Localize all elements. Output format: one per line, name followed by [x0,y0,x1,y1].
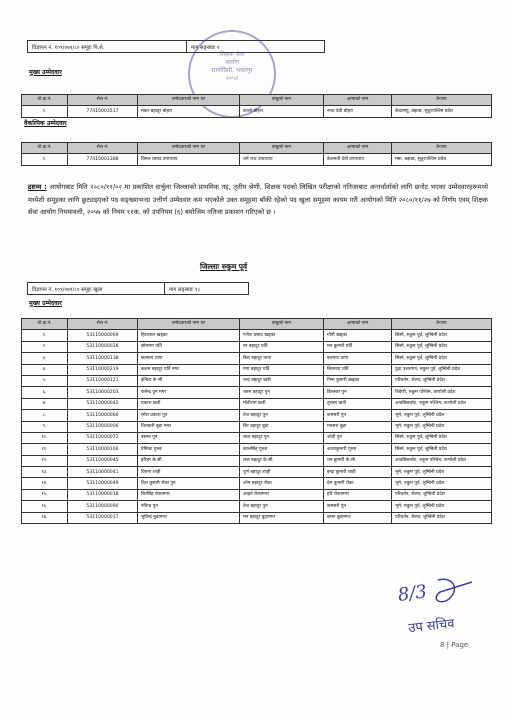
roll-cell: 53110000121 [68,375,138,386]
serial-cell: १०. [22,432,68,443]
candidate-name-cell: सतमान थापा [138,353,240,364]
candidate-name-cell: विमल प्रसाद उपाध्याय [138,154,240,165]
address-cell: सिस्ने, रुकुम पूर्व, लुम्बिनी प्रदेश [392,341,492,352]
col-header: उम्मेदवारको नाम थर [138,143,240,154]
address-cell: त्रिवेणी, रुकुम पश्चिम, कर्णाली प्रदेश [392,387,492,398]
address-cell: परिवर्तन, रोल्पा, लुम्बिनी प्रदेश [392,375,492,386]
note-text: आयोगबाट मिति २०८०/११/०२ मा प्रकाशित दार्चुला जिल्लाको प्राथमिक तह, तृतीय श्रेणी, शिक्षक पदको लिखित परीक्षाको नतिजाबाट अन्तर्वार्ताको लागि छनोट भएका उम्मेदवारहरूमध्ये मध्येशी समूहका लागि छुट्याइएको पद सङ्ख्याभन्दा उत्तीर्ण उम्मेदवार कम भएकोले उक्त समूहमा बाँकी रहेको पद खुला समूहमा कायम गरी आयोगको मिति २०८०/११/२७ को निर्णय एवम् शिक्षक सेवा आयोग नियमावली, २०५७ को नियम ११क. को उपनियम (६) बमोजिम नतिजा प्रकाशन गरिएको छ । [28,183,488,217]
father-name-cell: पूर्ण बहादुर शाही [240,467,324,478]
col-header: रोल नं. [68,319,138,330]
mother-name-cell: इन्द्रा कुमारी शाही [324,467,392,478]
note-label: द्रष्टव्य : [28,183,47,191]
col-header: यो.क्र.नं. [22,95,68,106]
roll-cell: 53110000203 [68,387,138,398]
roll-cell: 53110000018 [68,489,138,500]
serial-cell: २. [22,341,68,352]
district-heading: जिल्लाः रुकुम पूर्व [200,262,248,271]
candidate-name-cell: बिरसिंह रोकामगर [138,489,240,500]
col-header: उम्मेदवारको नाम थर [138,319,240,330]
mother-name-cell: कल्पना थापा [324,353,392,364]
candidate-name-cell: फनेन्द्र पुन मगर [138,387,240,398]
father-name-cell: नर बहादुर घर्ति [240,341,324,352]
table-row [22,410,492,421]
signature-stroke [436,579,472,602]
table-header-row [22,143,492,154]
address-cell: भूमे, रुकुम पूर्व, लुम्बिनी प्रदेश [392,478,492,489]
roll-cell: 53110000069 [68,330,138,341]
section-title-main-rukum: मुख्य उम्मेदवार [29,300,62,307]
col-header: बाबुको नाम [240,143,324,154]
candidate-name-cell: विपना शाही [138,467,240,478]
table-row [22,398,492,409]
table-row [22,512,492,523]
father-name-cell: मोतीराम खत्री [240,398,324,409]
address-cell: भूमे, रुकुम पूर्व, लुम्बिनी प्रदेश [392,410,492,421]
table-header-row [22,95,492,106]
candidate-name-cell: इन्दिरा के सी [138,375,240,386]
candidate-name-cell: रमेश प्रकाश पुन [138,410,240,421]
table-row [22,375,492,386]
serial-cell: १४. [22,478,68,489]
mother-name-cell: गौमी खड्का [324,330,392,341]
col-header: ठेगाना [392,143,492,154]
serial-cell: ५. [22,375,68,386]
father-name-cell: गणेश प्रसाद खड्का [240,330,324,341]
serial-cell: १२. [22,455,68,466]
table-row [22,501,492,512]
table-body [22,330,492,524]
mother-name-cell: धन कुमारी के.सी. [324,455,392,466]
signature [390,574,480,640]
roll-cell: 53110000042 [68,398,138,409]
section-title-main: मुख्य उम्मेदवार [29,69,62,76]
address-cell: परिवर्तन, रोल्पा, लुम्बिनी प्रदेश [392,489,492,500]
roll-cell: 53110000006 [68,421,138,432]
address-cell: सिस्ने, रुकुम पूर्व, लुम्बिनी प्रदेश [392,330,492,341]
address-cell: भूमे, रुकुम पूर्व, लुम्बिनी प्रदेश [392,467,492,478]
serial-cell: ३. [22,353,68,364]
father-name-cell: आइते रोकामगर [240,489,324,500]
table-row [22,478,492,489]
col-header: यो.क्र.नं. [22,319,68,330]
address-cell: भूमे, रुकुम पूर्व, लुम्बिनी प्रदेश [392,501,492,512]
serial-cell: १७. [22,512,68,523]
address-cell: केदारस्यु, बझाङ, सुदुरपश्चिम प्रदेश [392,106,492,117]
mother-name-cell: मनसरा बुढा [324,421,392,432]
table-row [22,432,492,443]
serial-cell: १. [22,330,68,341]
mother-name-cell: प्रेम कुमारी रोका [324,478,392,489]
signature-initials: 8/3 [396,581,429,606]
table-row [22,364,492,375]
father-name-cell: तेज बहादुर पुन [240,501,324,512]
serial-cell: ८. [22,410,68,421]
advertisement-number: विज्ञापन नं. १०९/०७९/८० समूहः खुला [32,286,103,293]
address-cell: परिवर्तन, रोल्पा, लुम्बिनी प्रदेश [392,512,492,523]
advertisement-header-1 [27,40,325,53]
page-number: 8 | Page [440,641,469,649]
father-name-cell: मन बहादुर बुढामगर [240,512,324,523]
col-header: बाबुको नाम [240,319,324,330]
candidate-name-cell: भुविन्द्र बुढामगर [138,512,240,523]
col-header: रोल नं. [68,143,138,154]
address-cell: पुठा उत्तरगंगा, रुकुम पूर्व, लुम्बिनी प्रदेश [392,364,492,375]
table-header-row [22,319,492,330]
mother-name-cell: कमसरी पुन [324,501,392,512]
serial-cell: १. [22,154,68,165]
roll-cell: 53110000090 [68,501,138,512]
commission-seal: शिक्षक सेवा आयोग सानोठिमी, भक्तपुर २०५२ [188,30,276,118]
mother-name-cell: कमसरी पुन [324,410,392,421]
roll-cell: 53110000045 [68,455,138,466]
serial-cell: ७. [22,398,68,409]
advertisement-header-2 [27,282,249,295]
mother-name-cell: डिलसरा पुन [324,387,392,398]
seat-count: माग सङ्ख्याः १ [191,44,220,51]
candidate-table-alternate [21,142,492,166]
father-name-cell: लक बहादुर के.सी. [240,455,324,466]
mother-name-cell: आशाकुमारी गुरुङ [324,444,392,455]
mother-name-cell: केशमती देवी उपाध्याय [324,154,392,165]
col-header: ठेगाना [392,319,492,330]
father-name-cell: गंगा बहादुर घर्ति [240,364,324,375]
roll-cell: 53110000138 [68,353,138,364]
mother-name-cell: ओदी पुन [324,432,392,443]
table-row [22,353,492,364]
mother-name-cell: तुलसा खत्री [324,398,392,409]
father-name-cell: चन्द्र बहादुर खत्री [240,375,324,386]
father-name-cell: लाल बहादुर पुन [240,432,324,443]
father-name-cell: कालसिंह गुरुङ [240,444,324,455]
candidate-name-cell: दिल कुमारी रोका पुन [138,478,240,489]
advertisement-number: विज्ञापन नं. १०९/०७९/८० समूहः पि.शे. [32,44,105,51]
table-body [22,154,492,165]
table-row [22,467,492,478]
col-header: आमाको नाम [324,95,392,106]
mother-name-cell: मन कुमारी घर्ति [324,341,392,352]
roll-cell: 53110000219 [68,364,138,375]
serial-cell: ४. [22,364,68,375]
roll-cell: 53110000066 [68,410,138,421]
mother-name-cell: हरि रोकामगर [324,489,392,500]
candidate-name-cell: सोमराम घर्ति [138,341,240,352]
roll-cell: 53110000041 [68,467,138,478]
serial-cell: १६. [22,501,68,512]
candidate-table-main [21,94,492,118]
address-cell: सिस्ने, रुकुम पूर्व, लुम्बिनी प्रदेश [392,353,492,364]
address-cell: भूमे, रुकुम पूर्व, लुम्बिनी प्रदेश [392,421,492,432]
address-cell: मष्टा, बझाङ, सुदुरपश्चिम प्रदेश [392,154,492,165]
roll-cell: 77410001388 [68,154,138,165]
address-cell: सिस्ने, रुकुम पूर्व, लुम्बिनी प्रदेश [392,432,492,443]
candidate-name-cell: मकर बहादुर बोहरा [138,106,240,117]
table-row [22,489,492,500]
section-title-alternate: वैकल्पिक उम्मेदवार [24,120,67,127]
col-header: आमाको नाम [324,319,392,330]
father-name-cell: डिल बहादुर थापा [240,353,324,364]
father-name-cell: रकम बहादुर पुन [240,387,324,398]
mother-name-cell: बरमा बुढामगर [324,512,392,523]
candidate-name-cell: नविन्द्र पुन [138,501,240,512]
col-header: बाबुको नाम [240,95,324,106]
father-name-cell: कालो बोहरा [240,106,324,117]
table-row [22,106,492,117]
note-paragraph [28,181,488,219]
serial-cell: ११. [22,444,68,455]
mother-name-cell: नन्दा देवी बोहरा [324,106,392,117]
col-header: ठेगाना [392,95,492,106]
address-cell: सिस्ने, रुकुम पूर्व, लुम्बिनी प्रदेश [392,444,492,455]
candidate-table-rukum [21,318,492,524]
mother-name-cell: बिरमाया घर्ति [324,364,392,375]
roll-cell: 53110000028 [68,341,138,352]
col-header: उम्मेदवारको नाम थर [138,95,240,106]
table-row [22,341,492,352]
col-header: रोल नं. [68,95,138,106]
father-name-cell: ओम बहादुर रोका [240,478,324,489]
serial-cell: १५. [22,489,68,500]
address-cell: आठबिसकोट, रुकुम पश्चिम, कर्णाली प्रदेश [392,398,492,409]
candidate-name-cell: हिरालाल खड्का [138,330,240,341]
roll-cell: 53110000072 [68,432,138,443]
roll-cell: 53110000017 [68,512,138,523]
candidate-name-cell: प्रेमिका गुरुङ [138,444,240,455]
table-row [22,330,492,341]
table-body [22,106,492,117]
col-header: आमाको नाम [324,143,392,154]
seat-count: माग सङ्ख्याः १८ [169,286,201,293]
signature-title: उप सचिव [407,616,456,637]
father-name-cell: बिर बहादुर बुढा [240,421,324,432]
col-header: यो.क्र.नं. [22,143,68,154]
serial-cell: ६. [22,387,68,398]
candidate-name-cell: हरिहर के.सी. [138,455,240,466]
candidate-name-cell: कलम बहादुर घर्ति मगर [138,364,240,375]
roll-cell: 53110000049 [68,478,138,489]
serial-cell: १३. [22,467,68,478]
roll-cell: 77410003517 [68,106,138,117]
candidate-name-cell: तिलकरी बुढा मगर [138,421,240,432]
table-row [22,387,492,398]
table-row [22,455,492,466]
table-row [22,154,492,165]
candidate-name-cell: बसन्त पुन [138,432,240,443]
table-row [22,444,492,455]
candidate-name-cell: प्रकाश खत्री [138,398,240,409]
father-name-cell: धर्म राज उपाध्याय [240,154,324,165]
serial-cell: ९. [22,421,68,432]
father-name-cell: तेज बहादुर पुन [240,410,324,421]
mother-name-cell: निमा कुमारी खड्का [324,375,392,386]
table-row [22,421,492,432]
serial-cell: १. [22,106,68,117]
address-cell: आठबिसकोट, रुकुम पश्चिम, कर्णाली प्रदेश [392,455,492,466]
roll-cell: 53110000166 [68,444,138,455]
